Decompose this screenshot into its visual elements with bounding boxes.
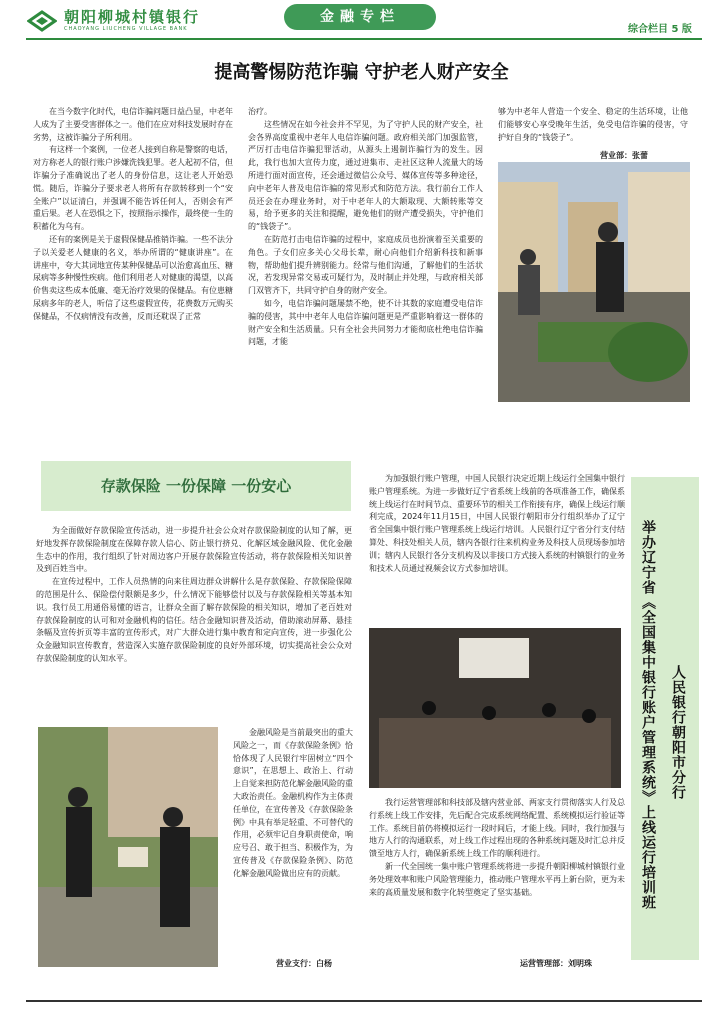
bank-logo-icon bbox=[27, 10, 57, 32]
paragraph: 我行运营管理部和科技部及辖内营业部、两家支行贯彻落实人行及总行系统上线工作安排，先后配合完成系统网络配置、系统模拟运行验证等工作。系统目前仍将模拟运行一段时间后，才能上线。同时，我行加强与地方人行的沟通联系，对上线工作过程出现的各种系统问题及时汇总并反馈至地方人行，确保新系统上线工作的顺利进行。 bbox=[369, 798, 625, 859]
article2-side-text bbox=[233, 727, 353, 947]
article1-column-2 bbox=[248, 106, 483, 406]
article1-byline: 营业部：张蕾 bbox=[600, 151, 648, 160]
training-session-photo bbox=[369, 628, 621, 788]
article3-title-line-1: 人民银行朝阳市分行 bbox=[670, 665, 686, 800]
paragraph: 在宣传过程中，工作人员热情的向来往周边群众讲解什么是存款保险、存款保险保障的范围是什么、保险偿付限额是多少，什么情况下能够偿付以及与存款保险相关等基本知识。我行员工用通俗易懂的语言，让群众全面了解存款保险的相关知识，增加了老百姓对存款保险制度的认可和对金融机构的信任。结合金融知识普及活动，借助滚动屏幕、悬挂条幅及宣传折页等丰富的宣传形式，对广大群众进行集中教育和定向宣传，进一步强化公众金融知识宣传教育，营造深入实施存款保险制度的良好外部环境，切实提高社会公众对存款保险制度的认知水平。 bbox=[36, 577, 352, 663]
paragraph: 在防范打击电信诈骗的过程中，家庭成员也扮演着至关重要的角色。子女们应多关心父母长辈，耐心向他们介绍新科技和新事物，帮助他们提升辨别能力。经常与他们沟通，了解他们的生活状况，若发现异常交易或可疑行为，及时制止并处理，与政府相关部门双管齐下，共同守护自身的财产安全。 bbox=[248, 234, 483, 296]
paragraph: 够为中老年人营造一个安全、稳定的生活环境，让他们能够安心享受晚年生活，免受电信诈骗的侵害，守护好自身的“钱袋子”。 bbox=[498, 107, 688, 142]
article1-column-1 bbox=[33, 106, 233, 406]
article3-bottom-text bbox=[369, 797, 625, 937]
header-divider bbox=[26, 38, 702, 40]
paragraph: 这些情况在如今社会并不罕见，为了守护人民的财产安全，社会各界高度重视中老年人电信诈骗问题。政府相关部门加强监管，严厉打击电信诈骗犯罪活动，从源头上遏制诈骗行为的发生。因此，我行也加大宣传力度，通过进集市、走社区这种人流量大的场所进行面对面宣传，还会通过微信公众号、媒体宣传等多种途径，向中老年人普及电信诈骗的常见形式和防范方法。我行前台工作人员还会在办理业务时，对于中老年人的大额取现、大额转账等交易，给予更多的关注和提醒，避免他们的财产遭受损失，守护他们的“钱袋子”。 bbox=[248, 119, 483, 232]
market-outreach-photo bbox=[498, 162, 690, 402]
bank-name-en: CHAOYANG LIUCHENG VILLAGE BANK bbox=[64, 26, 188, 32]
community-outreach-photo bbox=[38, 727, 218, 967]
article1-column-3 bbox=[498, 106, 688, 166]
paragraph: 还有的案例是关于虚假保健品推销诈骗。一些不法分子以关爱老人健康的名义，举办所谓的“健康讲座”。在讲座中，夸大其词地宣传某种保健品可以治愈高血压、糖尿病等多种慢性疾病。他们利用老人对健康的渴望，以高价售卖这些成本低廉、毫无治疗效果的保健品。有位患糖尿病多年的老人，听信了这些虚假宣传，花费数万元购买保健品，不仅病情没有改善，反而还耽误了正常 bbox=[33, 234, 233, 321]
article3-byline: 运营管理部：刘明珠 bbox=[520, 959, 592, 968]
paragraph: 治疗。 bbox=[248, 107, 272, 116]
footer-divider bbox=[26, 1000, 702, 1002]
paragraph: 为加强银行账户管理，中国人民银行决定近期上线运行全国集中银行账户管理系统。为进一步做好辽宁省系统上线前的各项准备工作，确保系统上线运行在时间节点、重要环节的相关工作衔接有序，确保上线运行顺利完成，2024年11月15日，中国人民银行朝阳市分行组织举办了辽宁省全国集中银行账户管理系统上线运行培训。人民银行辽宁省分行支付结算处、科技处相关人员，辖内各银行往来机构业务及科技人员现场参加培训；辖内人民银行各分支机构及以非接口方式接入系统的村镇银行的业务和技术人员通过视频会议方式参加培训。 bbox=[369, 474, 625, 573]
article3-top-text bbox=[369, 473, 625, 623]
article3-title-line-2: 举办辽宁省《全国集中银行账户管理系统》上线运行培训班 bbox=[640, 520, 656, 910]
article2-intro bbox=[36, 525, 352, 745]
article1-title: 提高警惕防范诈骗 守护老人财产安全 bbox=[214, 62, 509, 83]
article2-title: 存款保险 一份保障 一份安心 bbox=[41, 461, 351, 511]
page-label: 综合栏目 5 版 bbox=[628, 24, 692, 35]
article2-byline: 营业支行：白杨 bbox=[276, 959, 332, 968]
paragraph: 新一代全国统一集中账户管理系统将进一步提升朝阳柳城村镇银行业务处理效率和账户风险管理能力，推动账户管理水平再上新台阶，更为未来的高质量发展和数字化转型奠定了坚实基础。 bbox=[369, 861, 625, 897]
paragraph: 在当今数字化时代，电信诈骗问题日益凸显，中老年人成为了主要受害群体之一。他们在应对科技发展时存在劣势，这被诈骗分子所利用。 bbox=[33, 107, 233, 142]
paragraph: 有这样一个案例，一位老人接到自称是警察的电话，对方称老人的银行账户涉嫌洗钱犯罪。老人起初不信，但诈骗分子准确说出了老人的身份信息，这让老人开始恐慌。随后，诈骗分子要求老人将所有存款转移到一个“安全账户”以证清白，并强调不能告诉任何人，否则会有严重后果。老人在恐惧之下，按照指示操作，最终使一生的积蓄化为乌有。 bbox=[33, 145, 233, 232]
paragraph: 金融风险是当前最突出的重大风险之一，而《存款保险条例》恰恰体现了人民银行牢固树立“四个意识”，在思想上、政治上、行动上自觉来担防范化解金融风险的重大政治责任。金融机构作为主体责任单位，在宣传普及《存款保险条例》中具有举足轻重、不可替代的作用，必须牢记自身职责使命，响应号召、敢于担当、积极作为，为宣传普及《存款保险条例》、防范化解金融风险做出应有的贡献。 bbox=[233, 728, 353, 878]
paragraph: 如今，电信诈骗问题屡禁不绝，使不计其数的家庭遭受电信诈骗的侵害，其中中老年人电信诈骗问题更是严重影响着这一群体的财产安全和生活质量。只有全社会共同努力才能彻底杜绝电信诈骗问题，才能 bbox=[248, 298, 483, 347]
paragraph: 为全面做好存款保险宣传活动，进一步提升社会公众对存款保险制度的认知了解，更好地发挥存款保险制度在保障存款人信心、防止银行挤兑、化解区域金融风险、优化金融生态中的作用，我行组织了针对周边客户开展存款保险宣传活动，将存款保险相关知识普及到百姓当中。 bbox=[36, 526, 352, 574]
column-badge: 金融专栏 bbox=[284, 4, 436, 30]
bank-name: 朝阳柳城村镇银行 bbox=[64, 8, 201, 26]
